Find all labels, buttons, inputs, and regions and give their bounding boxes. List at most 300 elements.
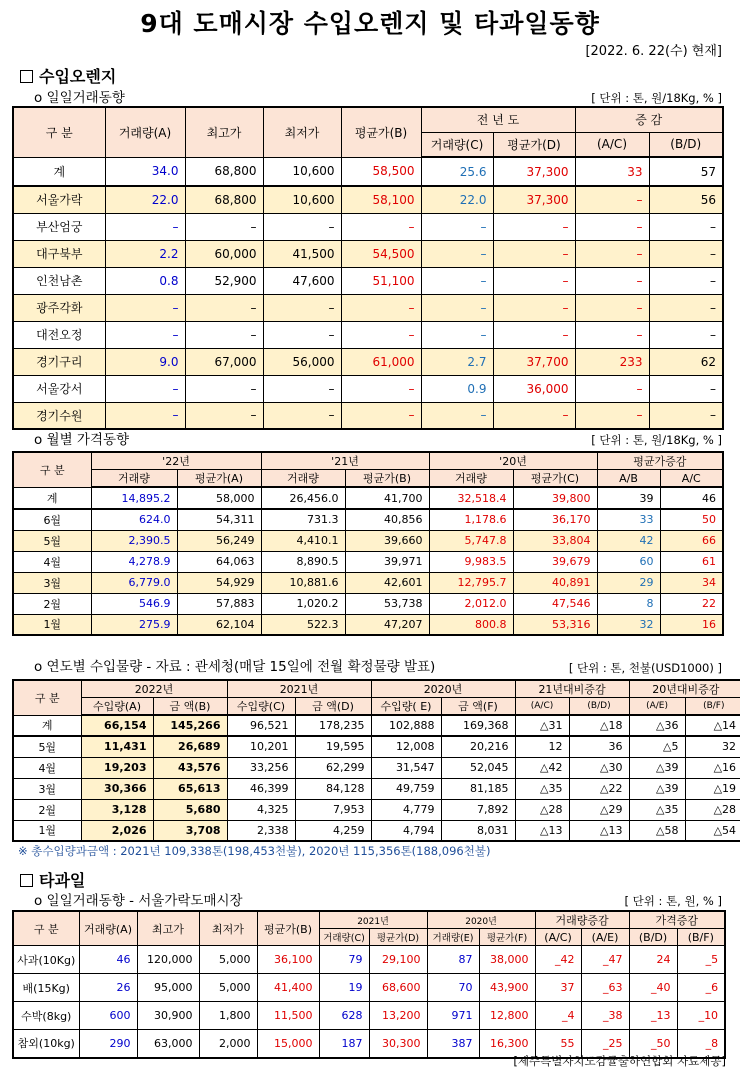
- table-cell: –: [421, 240, 493, 267]
- table-cell: 5,680: [153, 799, 227, 820]
- col-vA: 수입량(A): [81, 698, 153, 716]
- table-cell: 56,249: [177, 530, 261, 551]
- table-cell: 40,891: [513, 572, 597, 593]
- col-ac: (A/C): [535, 929, 581, 946]
- col-bd: (B/D): [629, 929, 677, 946]
- table-cell: 29,100: [369, 946, 427, 974]
- table-cell: 96,521: [227, 715, 295, 736]
- table-cell: 33: [575, 157, 649, 186]
- table-cell: –: [493, 213, 575, 240]
- table-cell: 22: [660, 593, 723, 614]
- table-cell: 169,368: [441, 715, 515, 736]
- table-cell: △30: [569, 757, 629, 778]
- table-cell: △14: [685, 715, 740, 736]
- table-cell: 26,456.0: [261, 487, 345, 509]
- col-min: 최저가: [199, 911, 257, 946]
- table-cell: 39: [597, 487, 660, 509]
- table-cell: 41,500: [263, 240, 341, 267]
- table-cell: 68,800: [185, 157, 263, 186]
- table-cell: 37,700: [493, 348, 575, 375]
- table-cell: 62,104: [177, 614, 261, 635]
- table-row: [13, 820, 740, 841]
- table-cell: △35: [515, 778, 569, 799]
- table-cell: 0.8: [105, 267, 185, 294]
- col-mD: 금 액(D): [295, 698, 371, 716]
- fruit-heading: o 일일거래동향 - 서울가락도매시장: [34, 893, 243, 909]
- table-cell: –: [649, 294, 723, 321]
- table-cell: 2,012.0: [429, 593, 513, 614]
- table-cell: –: [105, 294, 185, 321]
- table-cell: 800.8: [429, 614, 513, 635]
- table-cell: 4,278.9: [91, 551, 177, 572]
- row-label: 4월: [13, 757, 81, 778]
- row-label: 대구북부: [13, 240, 105, 267]
- col-ae: (A/E): [629, 698, 685, 716]
- table-cell: 624.0: [91, 509, 177, 530]
- table-cell: 12,795.7: [429, 572, 513, 593]
- table-cell: 13,200: [369, 1002, 427, 1030]
- import-volume-table: [12, 679, 740, 842]
- table-cell: 46: [79, 946, 137, 974]
- table-cell: 36: [569, 736, 629, 757]
- col-vol20: 거래량: [429, 470, 513, 488]
- table-cell: 39,800: [513, 487, 597, 509]
- table-cell: _47: [581, 946, 629, 974]
- row-label: 4월: [13, 551, 91, 572]
- col-2022: 2022년: [81, 680, 227, 698]
- table-row: [13, 509, 723, 530]
- table-cell: 79: [319, 946, 369, 974]
- table-cell: △36: [629, 715, 685, 736]
- table-cell: 38,000: [479, 946, 535, 974]
- col-max: 최고가: [185, 107, 263, 157]
- table-row: [13, 348, 723, 375]
- col-gubun: 구 분: [13, 911, 79, 946]
- table-cell: 37: [535, 974, 581, 1002]
- table-cell: 41,700: [345, 487, 429, 509]
- table-cell: 3,128: [81, 799, 153, 820]
- table-cell: 26,689: [153, 736, 227, 757]
- row-label: 3월: [13, 778, 81, 799]
- daily-unit: [ 단위 : 톤, 원/18Kg, % ]: [591, 91, 722, 105]
- col-ac: A/C: [660, 470, 723, 488]
- table-cell: 52,045: [441, 757, 515, 778]
- table-row: [13, 240, 723, 267]
- table-cell: _13: [629, 1002, 677, 1030]
- table-row: [13, 799, 740, 820]
- table-cell: 66,154: [81, 715, 153, 736]
- monthly-unit: [ 단위 : 톤, 원/18Kg, % ]: [591, 433, 722, 447]
- table-cell: 3,708: [153, 820, 227, 841]
- table-cell: –: [263, 402, 341, 429]
- table-cell: –: [421, 213, 493, 240]
- col-ac: (A/C): [515, 698, 569, 716]
- table-cell: 178,235: [295, 715, 371, 736]
- col-gubun: 구 분: [13, 107, 105, 157]
- table-cell: 1,178.6: [429, 509, 513, 530]
- row-label: 부산엄궁: [13, 213, 105, 240]
- table-cell: 34.0: [105, 157, 185, 186]
- table-cell: 70: [427, 974, 479, 1002]
- row-label: 1월: [13, 614, 91, 635]
- col-volume: 거래량(A): [105, 107, 185, 157]
- table-cell: 67,000: [185, 348, 263, 375]
- col-vol-change: 거래량증감: [535, 911, 629, 929]
- table-cell: 233: [575, 348, 649, 375]
- table-cell: 32: [685, 736, 740, 757]
- table-cell: 30,366: [81, 778, 153, 799]
- table-cell: 55: [535, 1030, 581, 1058]
- table-cell: 11,431: [81, 736, 153, 757]
- table-cell: 546.9: [91, 593, 177, 614]
- table-cell: 24: [629, 946, 677, 974]
- table-cell: 32: [597, 614, 660, 635]
- table-cell: –: [341, 213, 421, 240]
- col-chg21: 21년대비증감: [515, 680, 629, 698]
- col-vC: 수입량(C): [227, 698, 295, 716]
- col-bf: (B/F): [677, 929, 725, 946]
- table-cell: –: [493, 240, 575, 267]
- col-bd: (B/D): [649, 132, 723, 157]
- table-cell: –: [493, 294, 575, 321]
- row-label: 계: [13, 715, 81, 736]
- import-unit: [ 단위 : 톤, 천불(USD1000) ]: [568, 661, 722, 675]
- table-cell: 31,547: [371, 757, 441, 778]
- table-cell: 43,900: [479, 974, 535, 1002]
- table-cell: 22.0: [105, 186, 185, 213]
- table-cell: 57: [649, 157, 723, 186]
- row-label: 배(15Kg): [13, 974, 79, 1002]
- table-cell: 47,207: [345, 614, 429, 635]
- col-vol22: 거래량: [91, 470, 177, 488]
- monthly-heading: o 월별 가격동향: [34, 432, 130, 448]
- table-cell: △22: [569, 778, 629, 799]
- table-cell: 57,883: [177, 593, 261, 614]
- table-cell: 40,856: [345, 509, 429, 530]
- table-cell: △16: [685, 757, 740, 778]
- table-row: [13, 736, 740, 757]
- table-cell: 9.0: [105, 348, 185, 375]
- table-cell: 36,100: [257, 946, 319, 974]
- table-cell: _8: [677, 1030, 725, 1058]
- table-cell: –: [185, 321, 263, 348]
- table-cell: 33,804: [513, 530, 597, 551]
- table-cell: 46: [660, 487, 723, 509]
- table-cell: 26: [79, 974, 137, 1002]
- table-cell: 10,881.6: [261, 572, 345, 593]
- col-vC: 거래량(C): [319, 929, 369, 946]
- col-avg: 평균가(B): [341, 107, 421, 157]
- section-orange-heading: 수입오렌지: [20, 64, 116, 87]
- table-cell: 29: [597, 572, 660, 593]
- table-cell: 8: [597, 593, 660, 614]
- col-2022: '22년: [91, 452, 261, 470]
- table-cell: 39,660: [345, 530, 429, 551]
- table-cell: 68,600: [369, 974, 427, 1002]
- table-cell: 5,747.8: [429, 530, 513, 551]
- table-cell: 42,601: [345, 572, 429, 593]
- col-prev-avg: 평균가(D): [493, 132, 575, 157]
- import-heading: o 연도별 수입물량 - 자료 : 관세청(매달 15일에 전월 확정물량 발표): [34, 659, 436, 675]
- report-date: [2022. 6. 22(수) 현재]: [585, 44, 722, 59]
- table-cell: 43,576: [153, 757, 227, 778]
- table-cell: 2,338: [227, 820, 295, 841]
- table-cell: 522.3: [261, 614, 345, 635]
- table-row: [13, 487, 723, 509]
- table-cell: –: [649, 267, 723, 294]
- table-cell: –: [421, 267, 493, 294]
- table-cell: 4,410.1: [261, 530, 345, 551]
- table-cell: 56,000: [263, 348, 341, 375]
- col-2020: 2020년: [371, 680, 515, 698]
- table-cell: –: [341, 402, 421, 429]
- table-cell: –: [649, 375, 723, 402]
- table-cell: 4,794: [371, 820, 441, 841]
- table-cell: 34: [660, 572, 723, 593]
- table-cell: –: [649, 240, 723, 267]
- row-label: 3월: [13, 572, 91, 593]
- row-label: 계: [13, 157, 105, 186]
- table-cell: –: [105, 402, 185, 429]
- table-cell: 87: [427, 946, 479, 974]
- table-cell: –: [493, 267, 575, 294]
- table-cell: 46,399: [227, 778, 295, 799]
- col-vE: 거래량(E): [427, 929, 479, 946]
- table-cell: 16: [660, 614, 723, 635]
- table-cell: 65,613: [153, 778, 227, 799]
- table-cell: 14,895.2: [91, 487, 177, 509]
- col-prev-volume: 거래량(C): [421, 132, 493, 157]
- table-cell: _50: [629, 1030, 677, 1058]
- table-cell: 42: [597, 530, 660, 551]
- table-cell: 145,266: [153, 715, 227, 736]
- table-cell: 7,892: [441, 799, 515, 820]
- table-cell: △39: [629, 778, 685, 799]
- table-cell: –: [263, 321, 341, 348]
- table-cell: 52,900: [185, 267, 263, 294]
- table-cell: 16,300: [479, 1030, 535, 1058]
- col-ae: (A/E): [581, 929, 629, 946]
- table-cell: 84,128: [295, 778, 371, 799]
- table-cell: 50: [660, 509, 723, 530]
- table-cell: 37,300: [493, 186, 575, 213]
- row-label: 경기구리: [13, 348, 105, 375]
- table-cell: 600: [79, 1002, 137, 1030]
- table-cell: △13: [569, 820, 629, 841]
- table-cell: 95,000: [137, 974, 199, 1002]
- table-cell: _38: [581, 1002, 629, 1030]
- fruit-unit: [ 단위 : 톤, 원, % ]: [624, 894, 722, 908]
- col-2020: '20년: [429, 452, 597, 470]
- table-cell: 19: [319, 974, 369, 1002]
- table-cell: –: [105, 213, 185, 240]
- table-cell: 60,000: [185, 240, 263, 267]
- table-cell: 5,000: [199, 974, 257, 1002]
- table-cell: 22.0: [421, 186, 493, 213]
- table-cell: 63,000: [137, 1030, 199, 1058]
- table-cell: 7,953: [295, 799, 371, 820]
- table-cell: –: [575, 240, 649, 267]
- table-row: [13, 715, 740, 736]
- table-cell: –: [421, 321, 493, 348]
- col-avgA: 평균가(A): [177, 470, 261, 488]
- table-cell: –: [575, 375, 649, 402]
- checkbox-square-icon: [20, 70, 33, 83]
- table-cell: _63: [581, 974, 629, 1002]
- table-cell: 0.9: [421, 375, 493, 402]
- col-ac: (A/C): [575, 132, 649, 157]
- row-label: 5월: [13, 736, 81, 757]
- table-cell: _4: [535, 1002, 581, 1030]
- table-cell: 1,020.2: [261, 593, 345, 614]
- table-row: [13, 267, 723, 294]
- col-2020: 2020년: [427, 911, 535, 929]
- table-cell: –: [185, 375, 263, 402]
- table-cell: 36,170: [513, 509, 597, 530]
- table-row: [13, 157, 723, 186]
- monthly-price-table: [12, 451, 724, 636]
- row-label: 2월: [13, 799, 81, 820]
- table-cell: –: [575, 267, 649, 294]
- table-cell: 53,738: [345, 593, 429, 614]
- table-cell: 51,100: [341, 267, 421, 294]
- row-label: 1월: [13, 820, 81, 841]
- table-cell: –: [649, 402, 723, 429]
- table-cell: 290: [79, 1030, 137, 1058]
- table-row: [13, 614, 723, 635]
- table-cell: 971: [427, 1002, 479, 1030]
- table-cell: 2,000: [199, 1030, 257, 1058]
- row-label: 6월: [13, 509, 91, 530]
- table-cell: 54,929: [177, 572, 261, 593]
- table-cell: 187: [319, 1030, 369, 1058]
- table-cell: 30,300: [369, 1030, 427, 1058]
- table-cell: 628: [319, 1002, 369, 1030]
- table-cell: 58,500: [341, 157, 421, 186]
- table-cell: 81,185: [441, 778, 515, 799]
- table-row: [13, 593, 723, 614]
- row-label: 수박(8kg): [13, 1002, 79, 1030]
- table-row: [13, 321, 723, 348]
- table-row: [13, 294, 723, 321]
- table-cell: 19,203: [81, 757, 153, 778]
- row-label: 서울강서: [13, 375, 105, 402]
- col-2021: 2021년: [227, 680, 371, 698]
- row-label: 2월: [13, 593, 91, 614]
- table-row: [13, 530, 723, 551]
- col-gubun: 구 분: [13, 680, 81, 715]
- row-label: 서울가락: [13, 186, 105, 213]
- checkbox-square-icon: [20, 874, 33, 887]
- col-mF: 금 액(F): [441, 698, 515, 716]
- table-cell: 6,779.0: [91, 572, 177, 593]
- table-cell: –: [649, 213, 723, 240]
- table-cell: 53,316: [513, 614, 597, 635]
- table-cell: –: [575, 402, 649, 429]
- col-avgB: 평균가(B): [345, 470, 429, 488]
- table-cell: 2.7: [421, 348, 493, 375]
- table-cell: –: [493, 321, 575, 348]
- table-row: [13, 186, 723, 213]
- table-cell: _10: [677, 1002, 725, 1030]
- table-cell: –: [263, 375, 341, 402]
- table-cell: 54,311: [177, 509, 261, 530]
- row-label: 5월: [13, 530, 91, 551]
- table-cell: –: [421, 294, 493, 321]
- row-label: 인천남촌: [13, 267, 105, 294]
- table-cell: 60: [597, 551, 660, 572]
- col-chg20: 20년대비증감: [629, 680, 740, 698]
- table-cell: 12: [515, 736, 569, 757]
- table-cell: 58,100: [341, 186, 421, 213]
- table-cell: 4,325: [227, 799, 295, 820]
- table-row: [13, 375, 723, 402]
- table-cell: 2,026: [81, 820, 153, 841]
- table-cell: –: [575, 213, 649, 240]
- col-price-change: 가격증감: [629, 911, 725, 929]
- table-cell: 56: [649, 186, 723, 213]
- table-row: [13, 402, 723, 429]
- col-ab: A/B: [597, 470, 660, 488]
- col-aD: 평균가(D): [369, 929, 427, 946]
- table-row: [13, 946, 725, 974]
- table-cell: 39,679: [513, 551, 597, 572]
- table-cell: 47,600: [263, 267, 341, 294]
- table-cell: 11,500: [257, 1002, 319, 1030]
- table-cell: 61: [660, 551, 723, 572]
- table-cell: 1,800: [199, 1002, 257, 1030]
- table-cell: –: [575, 294, 649, 321]
- table-cell: 8,031: [441, 820, 515, 841]
- table-cell: △58: [629, 820, 685, 841]
- table-cell: 12,800: [479, 1002, 535, 1030]
- table-cell: 4,779: [371, 799, 441, 820]
- table-cell: △28: [515, 799, 569, 820]
- col-avg: 평균가(B): [257, 911, 319, 946]
- table-cell: 47,546: [513, 593, 597, 614]
- daily-heading: o 일일거래동향: [34, 90, 125, 106]
- row-label: 계: [13, 487, 91, 509]
- table-cell: –: [263, 213, 341, 240]
- table-cell: 387: [427, 1030, 479, 1058]
- row-label: 사과(10Kg): [13, 946, 79, 974]
- col-prev-year: 전 년 도: [421, 107, 575, 132]
- table-cell: –: [185, 402, 263, 429]
- table-cell: 36,000: [493, 375, 575, 402]
- table-cell: 2,390.5: [91, 530, 177, 551]
- table-cell: –: [341, 375, 421, 402]
- page-title: 9대 도매시장 수입오렌지 및 타과일동향: [140, 9, 600, 38]
- table-cell: _6: [677, 974, 725, 1002]
- table-cell: △13: [515, 820, 569, 841]
- table-cell: –: [649, 321, 723, 348]
- row-label: 참외(10kg): [13, 1030, 79, 1058]
- table-cell: –: [185, 213, 263, 240]
- table-cell: 64,063: [177, 551, 261, 572]
- table-cell: △35: [629, 799, 685, 820]
- table-cell: 5,000: [199, 946, 257, 974]
- col-2021: '21년: [261, 452, 429, 470]
- table-cell: △31: [515, 715, 569, 736]
- col-vol21: 거래량: [261, 470, 345, 488]
- table-cell: –: [105, 375, 185, 402]
- source-footer: [제주특별자치도감귤출하연합회 자료제공]: [513, 1054, 726, 1068]
- table-cell: 37,300: [493, 157, 575, 186]
- table-cell: 25.6: [421, 157, 493, 186]
- table-cell: _5: [677, 946, 725, 974]
- table-cell: 30,900: [137, 1002, 199, 1030]
- table-cell: 68,800: [185, 186, 263, 213]
